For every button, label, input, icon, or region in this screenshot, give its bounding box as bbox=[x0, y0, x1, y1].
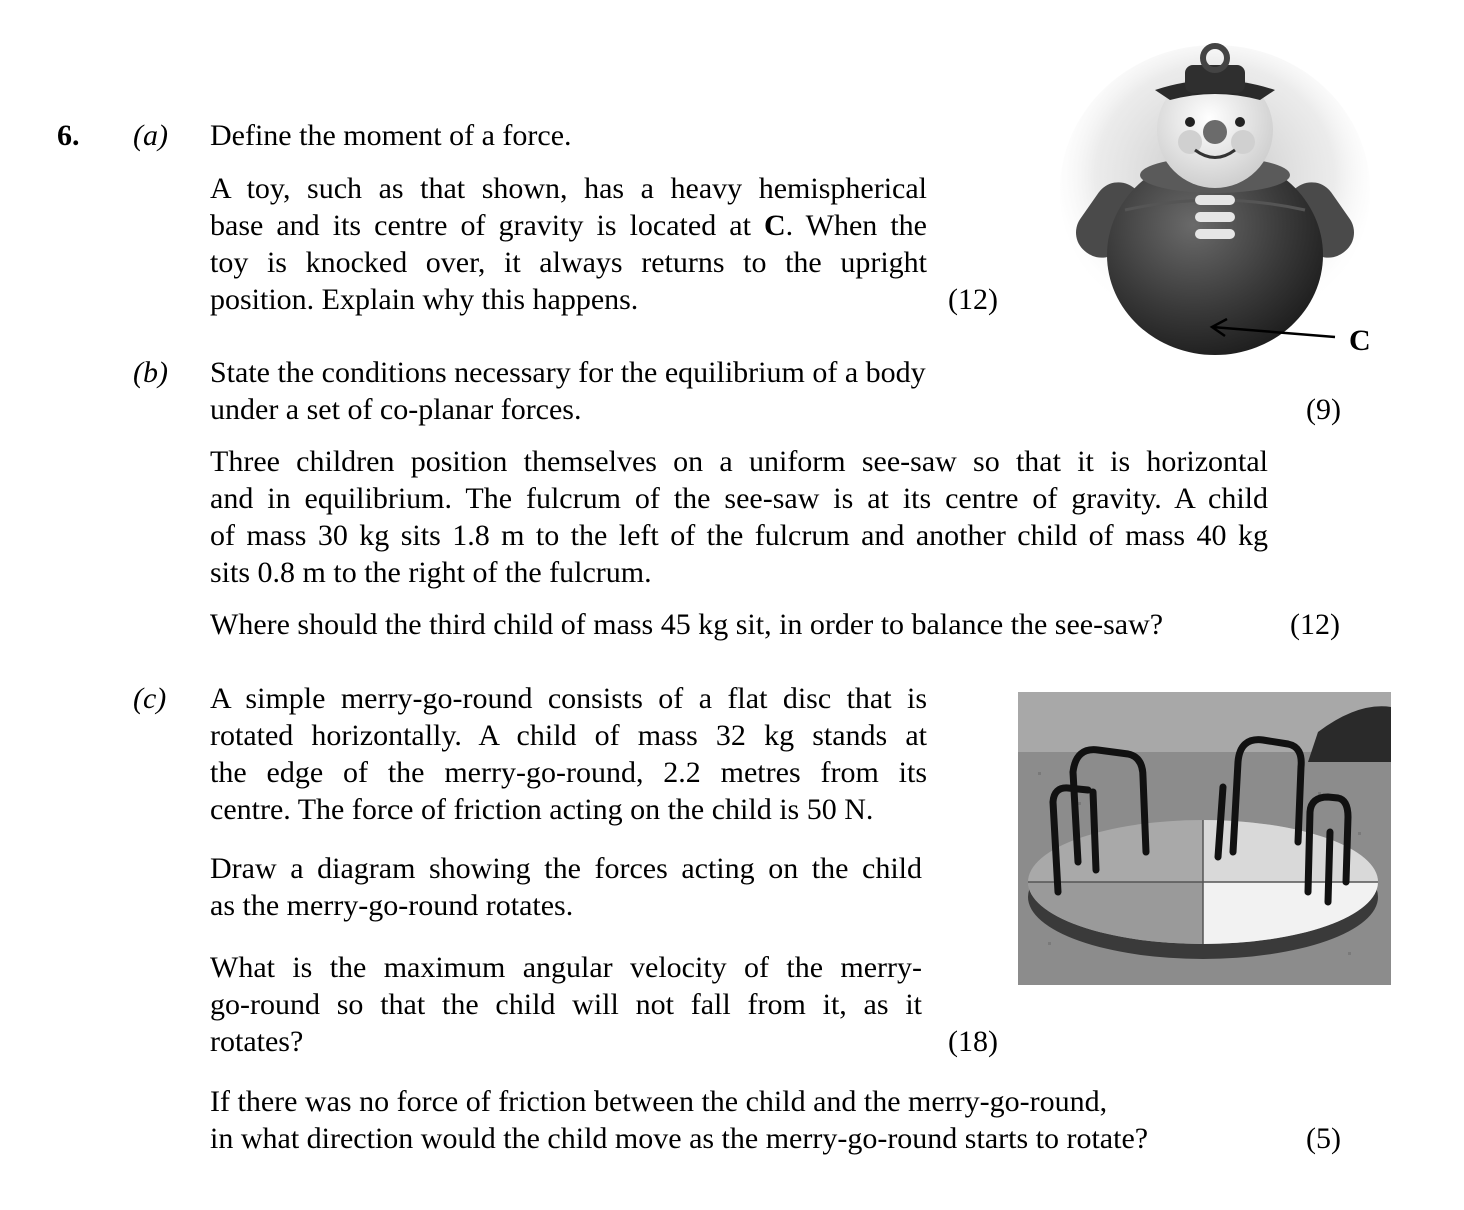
text-line: and in equilibrium. The fulcrum of the see-saw is at its centre of gravity. A child bbox=[210, 482, 1268, 515]
part-c-friction-marks: (5) bbox=[1306, 1122, 1341, 1155]
text-line: in what direction would the child move as the merry-go-round starts to rotate? bbox=[210, 1122, 1149, 1155]
part-a-prompt: Define the moment of a force. bbox=[210, 119, 572, 152]
part-a-marks: (12) bbox=[948, 283, 998, 316]
text-line: position. Explain why this happens. bbox=[210, 283, 639, 316]
part-c-friction-text bbox=[210, 1083, 1148, 1157]
text-line: Three children position themselves on a uniform see-saw so that it is horizontal bbox=[210, 445, 1268, 478]
text-line: centre. The force of friction acting on the child is 50 N. bbox=[210, 793, 874, 826]
part-c-text bbox=[210, 680, 927, 828]
part-a-text bbox=[210, 170, 927, 318]
part-b-question: Where should the third child of mass 45 kg sit, in order to balance the see-saw? bbox=[210, 608, 1164, 641]
part-b-marks: (12) bbox=[1290, 608, 1340, 641]
text-line: go-round so that the child will not fall from it, as it bbox=[210, 988, 922, 1021]
part-b-prompt bbox=[210, 354, 926, 428]
text-line: rotated horizontally. A child of mass 32 kg stands at bbox=[210, 719, 927, 752]
part-b-label: (b) bbox=[133, 356, 168, 389]
text-line: as the merry-go-round rotates. bbox=[210, 889, 574, 922]
text-line: A toy, such as that shown, has a heavy hemispherical bbox=[210, 172, 927, 205]
text-line: base and its centre of gravity is located at C. When the bbox=[210, 209, 927, 242]
text-line: Draw a diagram showing the forces acting on the child bbox=[210, 852, 922, 885]
part-c-diagram-text bbox=[210, 850, 922, 924]
text-line: of mass 30 kg sits 1.8 m to the left of the fulcrum and another child of mass 40 kg bbox=[210, 519, 1268, 552]
centre-of-gravity-label: C bbox=[763, 209, 786, 242]
text-line: rotates? bbox=[210, 1025, 304, 1058]
text-line: State the conditions necessary for the equilibrium of a body bbox=[210, 356, 926, 389]
text-line: If there was no force of friction between the child and the merry-go-round, bbox=[210, 1085, 1108, 1118]
text-line: toy is knocked over, it always returns to the upright bbox=[210, 246, 927, 279]
text-line: sits 0.8 m to the right of the fulcrum. bbox=[210, 556, 652, 589]
part-c-velocity-marks: (18) bbox=[948, 1025, 998, 1058]
text-line: the edge of the merry-go-round, 2.2 metres from its bbox=[210, 756, 927, 789]
text-line: under a set of co-planar forces. bbox=[210, 393, 582, 426]
text-line: A simple merry-go-round consists of a flat disc that is bbox=[210, 682, 927, 715]
text-line: What is the maximum angular velocity of the merry- bbox=[210, 951, 922, 984]
part-c-label: (c) bbox=[133, 682, 167, 715]
part-c-velocity-text bbox=[210, 949, 922, 1060]
question-number: 6. bbox=[57, 119, 80, 152]
part-b-text bbox=[210, 443, 1268, 591]
point-c-label: C bbox=[1349, 324, 1371, 357]
part-a-label: (a) bbox=[133, 119, 168, 152]
merry-go-round-image bbox=[1018, 692, 1391, 985]
part-b-prompt-marks: (9) bbox=[1306, 393, 1341, 426]
roly-poly-toy-image bbox=[1055, 40, 1385, 360]
